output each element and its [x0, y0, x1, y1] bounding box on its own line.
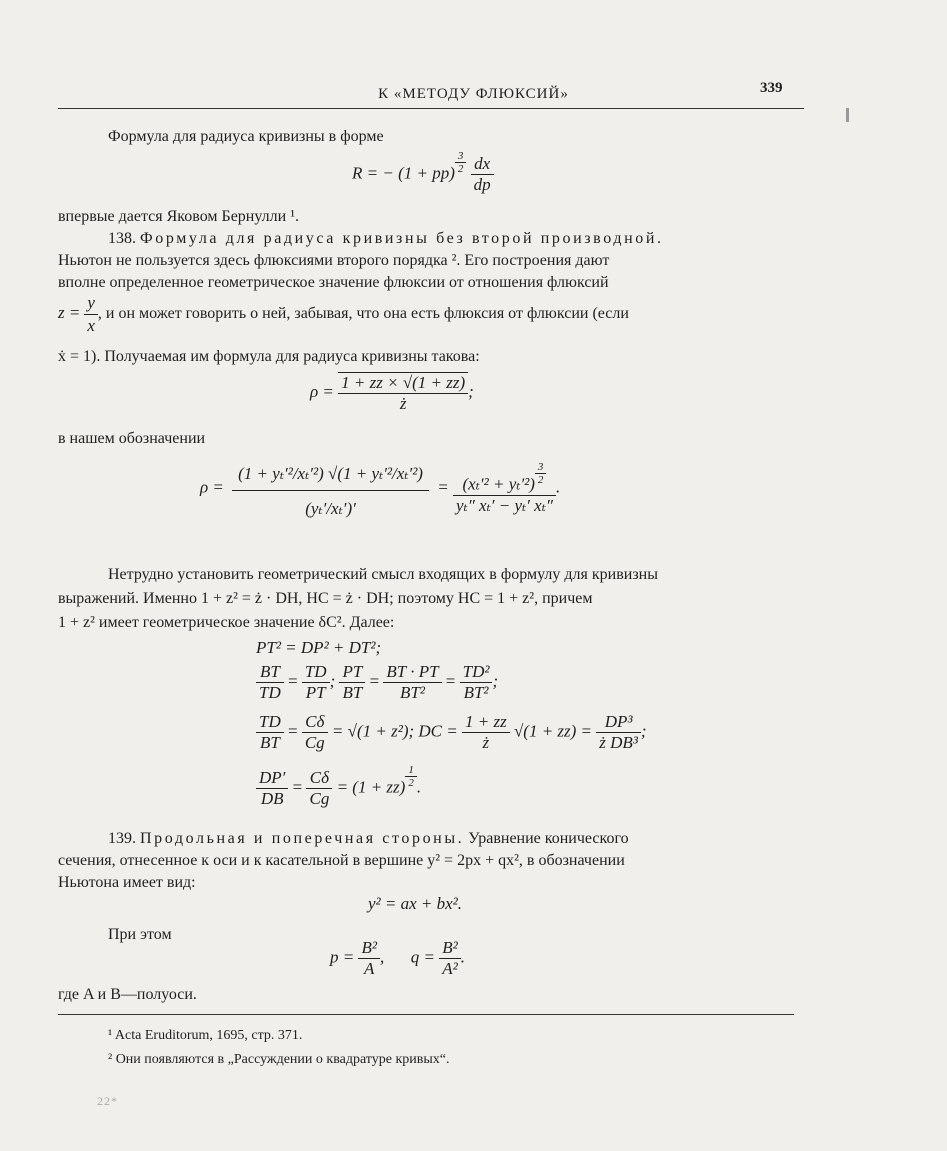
section-139-number: 139.	[108, 830, 136, 847]
running-header-title: К «МЕТОДУ ФЛЮКСИЙ»	[378, 86, 569, 102]
paragraph-our-notation: в нашем обозначении	[58, 430, 206, 447]
section-138-number: 138.	[108, 230, 136, 247]
equation-dp-ratio: $\frac{DP'}{DB}$ = $\frac{C\delta}{Cg}$ = (1 + zz) $\frac{1}{2}$ .	[256, 764, 421, 809]
equation-bernoulli	[352, 150, 494, 195]
equation-newton-radius: ρ = $\frac{1 + zz \times √(1 + zz)}{ż}$ ;	[310, 373, 474, 413]
section-139-line-2: сечения, отнесенное к оси и к касательной в вершине y² = 2px + qx², в обозначении	[58, 852, 625, 869]
eq1-fraction: $\frac{dx}{dp}$	[471, 154, 494, 195]
page-number: 339	[760, 80, 783, 96]
equation-conic: y² = ax + bx².	[368, 894, 463, 913]
section-138-line-1	[108, 228, 798, 250]
section-139-line-3: Ньютона имеет вид:	[58, 874, 196, 891]
section-138-line-3: вполне определенное геометрическое значение флюксии от отношения флюксий	[58, 274, 609, 291]
header-rule	[58, 108, 804, 109]
eq1-lhs: R = − (1 + pp)	[352, 163, 455, 183]
footnote-1: ¹ Acta Eruditorum, 1695, стр. 371.	[108, 1028, 303, 1043]
edge-mark	[846, 108, 849, 122]
paragraph-intro: Формула для радиуса кривизны в форме	[108, 128, 384, 145]
paragraph-at-this: При этом	[108, 926, 172, 943]
eq1-exponent: $\frac{3}{2}$	[455, 150, 467, 175]
section-138-line-2: Ньютон не пользуется здесь флюксиями второго порядка ². Его построения дают	[58, 252, 610, 269]
section-139-line-1: 139. Продольная и поперечная стороны. Уравнение конического	[108, 830, 629, 847]
z-fraction: $\frac{y}{x}$	[84, 292, 98, 337]
footnote-rule	[58, 1014, 794, 1015]
section-138-heading: Формула для радиуса кривизны без второй производной.	[140, 230, 664, 247]
paragraph-geometric-meaning-3: 1 + z² имеет геометрическое значение δC². Далее:	[58, 614, 395, 631]
signature-mark: 22*	[97, 1094, 118, 1108]
section-138-line-5: ẋ = 1). Получаемая им формула для радиуса кривизны такова:	[58, 348, 480, 365]
section-138-line-4: z = $\frac{y}{x}$ , и он может говорить о ней, забывая, что она есть флюксия от флюксии (если	[58, 293, 629, 335]
equation-td-ratio: $\frac{TD}{BT}$ = $\frac{C\delta}{Cg}$ = √(1 + z²); DC = $\frac{1 + zz}{ż}$ √(1 + zz) = $\frac{\text{DP³}}{\text{ż DB³}}$ ;	[256, 712, 647, 753]
equation-pt: PT² = DP² + DT²;	[256, 638, 382, 657]
paragraph-bernoulli: впервые дается Яковом Бернулли ¹.	[58, 208, 299, 225]
equation-p-q: p = $\frac{\text{B²}}{A}$ , q = $\frac{\text{B²}}{\text{A²}}$ .	[330, 938, 465, 978]
paragraph-geometric-meaning-2: выражений. Именно 1 + z² = ż · DH, HC = ż · DH; поэтому HC = 1 + z², причем	[58, 590, 593, 607]
paragraph-geometric-meaning-1: Нетрудно установить геометрический смысл входящих в формулу для кривизны	[108, 566, 658, 583]
paragraph-semi-axes: где A и B—полуоси.	[58, 986, 197, 1003]
equation-bt-ratio: $\frac{BT}{TD}$ = $\frac{TD}{PT}$ ; $\frac{PT}{BT}$ = $\frac{BT \cdot PT}{\text{BT²}}$ = $\frac{\text{TD²}}{\text{BT²}}$ ;	[256, 662, 498, 703]
section-139-heading: Продольная и поперечная стороны.	[140, 830, 465, 847]
footnote-2: ² Они появляются в „Рассуждении о квадратуре кривых“.	[108, 1052, 450, 1067]
equation-modern-radius: ρ = $\frac{\text{(1 + yₜ′²/xₜ′²) √(1 + yₜ′²/xₜ′²)}}{\text{(yₜ′/xₜ′)′}}$ = (xₜ′² + yₜ′²) $\frac{3}{2}$ yₜ″ xₜ′ − yₜ′ xₜ″ .	[200, 458, 560, 519]
